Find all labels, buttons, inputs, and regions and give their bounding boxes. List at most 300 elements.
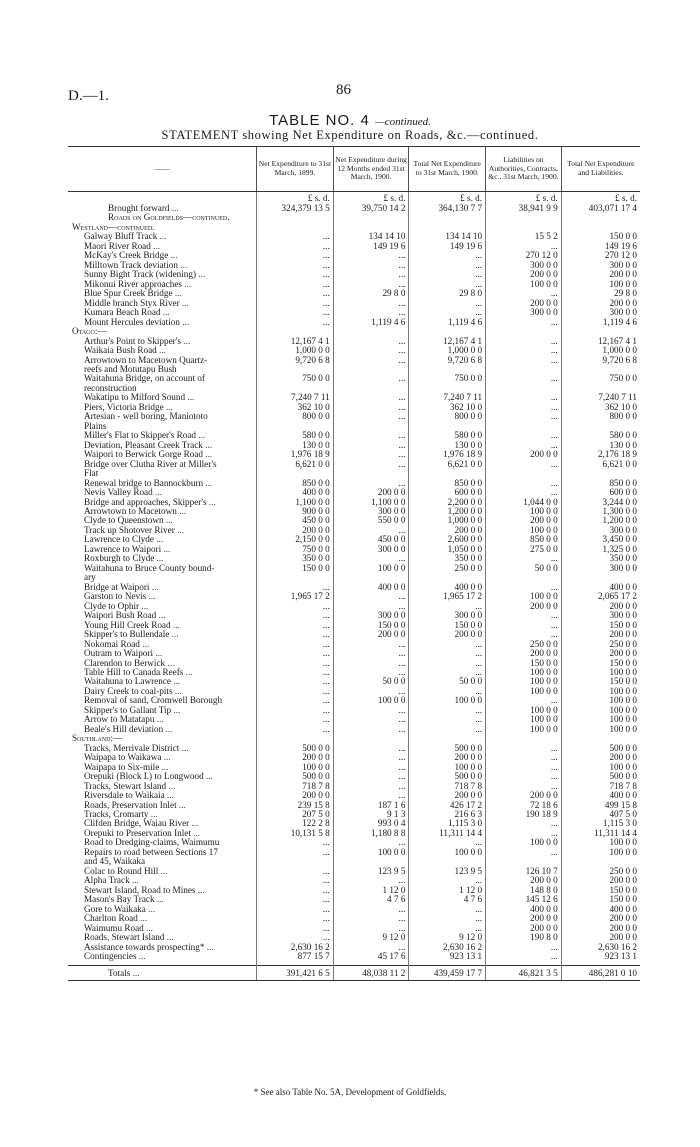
row-label-text: Roads, Stewart Island	[84, 933, 165, 943]
amount-cell: 850 0 0	[561, 479, 640, 488]
row-label-text: Colac to Round Hill	[84, 866, 159, 876]
amount-cell: 923 13 1	[409, 952, 486, 961]
row-label-text: Clarendon to Berwick	[84, 658, 166, 668]
amount-cell: ...	[409, 668, 486, 677]
amount-cell: 718 7 8	[409, 782, 486, 791]
amount-cell: 2,065 17 2	[561, 592, 640, 601]
row-label	[68, 791, 257, 800]
row-label	[68, 242, 257, 251]
amount-cell: 750 0 0	[257, 545, 334, 554]
amount-cell	[409, 573, 486, 582]
amount-cell: 100 0 0	[333, 696, 409, 705]
amount-cell: ...	[333, 706, 409, 715]
amount-cell: ...	[333, 782, 409, 791]
amount-cell: 400 0 0	[409, 583, 486, 592]
row-label	[68, 895, 257, 904]
row-label-text: Waimumu Road	[84, 923, 144, 933]
table-row	[68, 289, 640, 298]
row-label	[68, 677, 257, 686]
table-row	[68, 545, 640, 554]
amount-cell: 150 0 0	[257, 564, 334, 573]
amount-cell: ...	[333, 346, 409, 355]
amount-cell: 100 0 0	[486, 838, 562, 847]
unit-cell: £ s. d.	[257, 192, 334, 205]
row-label	[68, 725, 257, 734]
amount-cell	[486, 573, 562, 582]
amount-cell: ...	[257, 318, 334, 327]
leader-dots: ...	[155, 488, 162, 498]
row-label	[68, 583, 257, 592]
row-label	[68, 384, 257, 393]
row-label	[68, 498, 257, 507]
amount-cell: 200 0 0	[561, 876, 640, 885]
amount-cell: ...	[486, 772, 562, 781]
amount-cell: 6,621 0 0	[409, 460, 486, 469]
amount-cell: ...	[486, 952, 562, 961]
amount-cell: ...	[333, 725, 409, 734]
row-label-text: Roads on Goldfields—continued.	[108, 213, 230, 223]
amount-cell: 11,311 14 4	[409, 829, 486, 838]
amount-cell: ...	[409, 905, 486, 914]
amount-cell: ...	[409, 640, 486, 649]
leader-dots: ...	[156, 535, 164, 545]
amount-cell: 207 5 0	[257, 810, 334, 819]
leader-dots: ...	[141, 601, 149, 611]
leader-dots: ...	[182, 317, 190, 327]
table-row	[68, 952, 640, 961]
amount-cell	[257, 213, 334, 222]
amount-cell: ...	[257, 933, 334, 942]
amount-cell: 250 0 0	[409, 564, 486, 573]
amount-cell: 239 15 8	[257, 801, 334, 810]
amount-cell: 4 7 6	[333, 895, 409, 904]
row-label-text: Roads, Preservation Inlet	[84, 800, 177, 810]
amount-cell: 100 0 0	[561, 668, 640, 677]
amount-cell: 1,300 0 0	[561, 507, 640, 516]
leader-dots: ...	[156, 715, 164, 725]
amount-cell: ...	[333, 356, 409, 365]
row-label-text: McKay's Creek Bridge	[84, 251, 169, 261]
amount-cell: ...	[333, 479, 409, 488]
amount-cell: 10,131 5 8	[257, 829, 334, 838]
leader-dots: ...	[167, 658, 175, 668]
amount-cell: 50 0 0	[486, 564, 562, 573]
amount-cell: ...	[486, 611, 562, 620]
amount-cell: ...	[333, 687, 409, 696]
amount-cell: ...	[257, 677, 334, 686]
amount-cell	[486, 223, 562, 232]
amount-cell: ...	[409, 299, 486, 308]
row-label	[68, 649, 257, 658]
amount-cell: ...	[333, 772, 409, 781]
table-row	[68, 554, 640, 563]
amount-cell	[257, 734, 334, 743]
amount-cell	[333, 422, 409, 431]
amount-cell	[561, 422, 640, 431]
amount-cell: 2,630 16 2	[561, 943, 640, 952]
row-label-text: Outram to Waipori	[84, 649, 154, 659]
amount-cell: 300 0 0	[333, 545, 409, 554]
amount-cell: 403,071 17 4	[561, 204, 640, 213]
amount-cell: 450 0 0	[257, 516, 334, 525]
amount-cell: 50 0 0	[409, 677, 486, 686]
footnote: * See also Table No. 5A, Development of Goldfields.	[253, 1087, 447, 1097]
amount-cell: 200 0 0	[486, 914, 562, 923]
leader-dots: ...	[183, 336, 191, 346]
table-row	[68, 801, 640, 810]
table-row	[68, 223, 640, 232]
table-row	[68, 829, 640, 838]
amount-cell: 300 0 0	[409, 611, 486, 620]
amount-cell: ...	[486, 393, 562, 402]
amount-cell: ...	[409, 715, 486, 724]
amount-cell: 100 0 0	[257, 763, 334, 772]
row-label	[68, 611, 257, 620]
table-row	[68, 725, 640, 734]
amount-cell: 800 0 0	[409, 412, 486, 421]
amount-cell: ...	[486, 460, 562, 469]
row-label	[68, 431, 257, 440]
amount-cell: 100 0 0	[486, 507, 562, 516]
amount-cell	[409, 223, 486, 232]
row-label	[68, 299, 257, 308]
amount-cell	[257, 573, 334, 582]
amount-cell: 300 0 0	[486, 261, 562, 270]
row-label-text: Mason's Bay Track	[84, 895, 155, 905]
amount-cell: 9,720 6 8	[257, 356, 334, 365]
table-body	[68, 192, 640, 981]
table-row	[68, 630, 640, 639]
leader-dots: ...	[198, 431, 206, 441]
leader-dots: ...	[165, 402, 173, 412]
table-row	[68, 677, 640, 686]
row-label	[68, 280, 257, 289]
amount-cell: ...	[409, 280, 486, 289]
amount-cell: 1,965 17 2	[409, 592, 486, 601]
table-row	[68, 857, 640, 866]
leader-dots: ...	[185, 667, 193, 677]
amount-cell	[333, 734, 409, 743]
amount-cell: ...	[486, 337, 562, 346]
amount-cell: 400 0 0	[561, 791, 640, 800]
amount-cell: ...	[257, 905, 334, 914]
amount-cell: ...	[333, 659, 409, 668]
amount-cell: ...	[409, 924, 486, 933]
amount-cell: ...	[333, 308, 409, 317]
row-label	[68, 318, 257, 327]
amount-cell: 9 12 0	[409, 933, 486, 942]
row-label	[68, 223, 257, 232]
row-label-text: Gore to Waikaka	[84, 904, 146, 914]
amount-cell: ...	[333, 460, 409, 469]
col-header-12-months: Net Expenditure during 12 Months ended 31st March, 1900.	[333, 147, 409, 192]
amount-cell	[561, 857, 640, 866]
amount-cell: ...	[257, 848, 334, 857]
row-label-text: Roxburgh to Clyde	[84, 554, 155, 564]
amount-cell: 149 19 6	[561, 242, 640, 251]
leader-dots: ...	[132, 967, 140, 978]
row-label	[68, 696, 257, 705]
table-row	[68, 232, 640, 241]
amount-cell	[257, 857, 334, 866]
amount-cell: 15 5 2	[486, 232, 562, 241]
amount-cell: 300 0 0	[561, 611, 640, 620]
amount-cell: 275 0 0	[486, 545, 562, 554]
amount-cell: ...	[333, 403, 409, 412]
amount-cell: ...	[257, 895, 334, 904]
amount-cell: 1,000 0 0	[409, 516, 486, 525]
amount-cell: ...	[257, 886, 334, 895]
leader-dots: ...	[148, 904, 156, 914]
amount-cell: 300 0 0	[333, 507, 409, 516]
amount-cell: 1,050 0 0	[409, 545, 486, 554]
amount-cell: 850 0 0	[257, 479, 334, 488]
table-row	[68, 602, 640, 611]
amount-cell: 1,976 18 9	[409, 450, 486, 459]
amount-cell	[486, 213, 562, 222]
row-label-text: Stewart Island, Road to Mines	[84, 885, 196, 895]
row-label-text: Young Hill Creek Road	[84, 620, 171, 630]
amount-cell: 134 14 10	[409, 232, 486, 241]
amount-cell: ...	[333, 838, 409, 847]
row-label	[68, 706, 257, 715]
table-row	[68, 507, 640, 516]
expenditure-table	[68, 146, 640, 981]
amount-cell: ...	[257, 261, 334, 270]
amount-cell: ...	[257, 602, 334, 611]
row-label-text: Deviation, Pleasant Creek Track	[84, 440, 203, 450]
amount-cell: ...	[486, 441, 562, 450]
amount-cell: 200 0 0	[486, 270, 562, 279]
amount-cell	[333, 365, 409, 374]
table-row	[68, 649, 640, 658]
amount-cell	[257, 384, 334, 393]
amount-cell: ...	[333, 441, 409, 450]
amount-cell: 750 0 0	[257, 374, 334, 383]
row-label-text: Waipori Bush Road	[84, 611, 157, 621]
table-row	[68, 498, 640, 507]
amount-cell: 150 0 0	[409, 621, 486, 630]
amount-cell: 7,240 7 11	[561, 393, 640, 402]
leader-dots: ...	[138, 952, 146, 962]
amount-cell: 800 0 0	[561, 412, 640, 421]
row-label-text: Clyde to Queenstown	[84, 516, 164, 526]
row-label	[68, 848, 257, 857]
table-row	[68, 346, 640, 355]
amount-cell: 123 9 5	[409, 867, 486, 876]
amount-cell	[409, 734, 486, 743]
table-row	[68, 441, 640, 450]
row-label	[68, 715, 257, 724]
leader-dots: ...	[191, 819, 199, 829]
amount-cell: ...	[333, 251, 409, 260]
amount-cell: 100 0 0	[409, 696, 486, 705]
amount-cell: 1,044 0 0	[486, 498, 562, 507]
amount-cell: ...	[409, 261, 486, 270]
col-header-1899: Net Expenditure to 31st March, 1899.	[257, 147, 334, 192]
amount-cell: 100 0 0	[486, 725, 562, 734]
amount-cell: ...	[333, 744, 409, 753]
amount-cell: 270 12 0	[561, 251, 640, 260]
leader-dots: ...	[198, 270, 206, 280]
row-label-text: Otago:—	[72, 327, 107, 337]
row-label-text: Clyde to Ophir	[84, 601, 140, 611]
row-label-text: Clifden Bridge, Waiau River	[84, 819, 190, 829]
amount-cell: 200 0 0	[409, 791, 486, 800]
amount-cell: 350 0 0	[257, 554, 334, 563]
total-amount-cell: 486,281 0 10	[561, 965, 640, 980]
document-reference: D.—1.	[68, 88, 109, 104]
row-label	[68, 232, 257, 241]
row-label-text: Removal of sand, Cromwell Borough	[84, 696, 223, 706]
leader-dots: ...	[177, 525, 184, 535]
row-label-text: Wakatipu to Milford Sound	[84, 393, 186, 403]
amount-cell: ...	[486, 819, 562, 828]
amount-cell: ...	[333, 715, 409, 724]
row-label-text: Brought forward	[108, 204, 170, 213]
amount-cell: 9,720 6 8	[561, 356, 640, 365]
amount-cell: ...	[486, 479, 562, 488]
amount-cell: ...	[486, 583, 562, 592]
amount-cell: 1,115 3 0	[409, 819, 486, 828]
amount-cell	[561, 734, 640, 743]
row-label	[68, 403, 257, 412]
leader-dots: ...	[173, 705, 181, 715]
row-label	[68, 479, 257, 488]
leader-dots: ...	[158, 611, 166, 621]
amount-cell: 400 0 0	[561, 905, 640, 914]
amount-cell	[333, 213, 409, 222]
row-label	[68, 914, 257, 923]
row-label-text: Artesian - well boring, Maniototo	[84, 412, 208, 422]
row-label-text: Tracks, Stewart Island	[84, 781, 167, 791]
row-label	[68, 668, 257, 677]
row-label-text: Waipori to Berwick Gorge Road	[84, 450, 204, 460]
row-label-text: Milltown Track deviation	[84, 260, 178, 270]
table-row	[68, 791, 640, 800]
row-label	[68, 829, 257, 838]
amount-cell: ...	[333, 261, 409, 270]
row-label-text: Mount Hercules deviation	[84, 317, 180, 327]
row-label-text: Orepuki to Preservation Inlet	[84, 828, 191, 838]
row-label-text: Arrowtown to Macetown Quartz-	[84, 355, 208, 365]
amount-cell: 250 0 0	[561, 867, 640, 876]
leader-dots: ...	[140, 914, 148, 924]
leader-dots: ...	[172, 620, 180, 630]
amount-cell: 100 0 0	[561, 725, 640, 734]
page-number: 86	[336, 82, 351, 98]
table-row	[68, 526, 640, 535]
row-label	[68, 327, 257, 336]
amount-cell: 3,450 0 0	[561, 535, 640, 544]
row-label	[68, 564, 257, 573]
row-label	[68, 734, 257, 743]
amount-cell: ...	[486, 943, 562, 952]
amount-cell: 993 0 4	[333, 819, 409, 828]
amount-cell: 1 12 0	[333, 886, 409, 895]
amount-cell: ...	[333, 374, 409, 383]
table-row	[68, 706, 640, 715]
amount-cell: 100 0 0	[333, 564, 409, 573]
row-label-text: Lawrence to Waipori	[84, 544, 162, 554]
amount-cell: 500 0 0	[561, 772, 640, 781]
amount-cell: ...	[333, 450, 409, 459]
amount-cell: 100 0 0	[486, 687, 562, 696]
amount-cell: ...	[257, 242, 334, 251]
table-row	[68, 327, 640, 336]
col-header-liabilities: Liabilities on Authorities, Contracts, &c., 31st March, 1900.	[486, 147, 562, 192]
totals-row	[68, 965, 640, 980]
table-row	[68, 384, 640, 393]
amount-cell: 200 0 0	[486, 876, 562, 885]
amount-cell: 200 0 0	[561, 602, 640, 611]
table-row	[68, 318, 640, 327]
amount-cell: 7,240 7 11	[257, 393, 334, 402]
row-label	[68, 270, 257, 279]
unit-cell	[68, 192, 257, 205]
amount-cell: ...	[257, 270, 334, 279]
amount-cell: ...	[333, 554, 409, 563]
amount-cell: 1,119 4 6	[409, 318, 486, 327]
table-row	[68, 640, 640, 649]
amount-cell: 1 12 0	[409, 886, 486, 895]
total-amount-cell: 46,821 3 5	[486, 965, 562, 980]
leader-dots: ...	[163, 544, 171, 554]
row-label	[68, 545, 257, 554]
amount-cell	[257, 365, 334, 374]
amount-cell: 200 0 0	[486, 649, 562, 658]
row-label	[68, 460, 257, 469]
row-label-text: Bridge and approaches, Skipper's	[84, 497, 207, 507]
amount-cell: ...	[486, 744, 562, 753]
amount-cell: 12,167 4 1	[409, 337, 486, 346]
row-label-text: Waitahuna to Lawrence	[84, 677, 172, 687]
row-label-text: Arrow to Matatapu	[84, 715, 155, 725]
amount-cell: 150 0 0	[486, 659, 562, 668]
row-label-text: Road to Dredging-claims, Waimumu	[84, 838, 220, 848]
leader-dots: ...	[151, 582, 159, 592]
row-label-text: Waitahuna to Bruce County bound-	[84, 563, 215, 573]
row-label-text: reefs and Motutapu Bush	[84, 364, 177, 374]
amount-cell: ...	[257, 924, 334, 933]
row-label-text: Miller's Flat to Skipper's Road	[84, 431, 197, 441]
amount-cell: 362 10 0	[561, 403, 640, 412]
leader-dots: ...	[150, 810, 158, 819]
row-label	[68, 621, 257, 630]
amount-cell	[409, 365, 486, 374]
row-label	[68, 308, 257, 317]
amount-cell	[561, 384, 640, 393]
amount-cell: 200 0 0	[486, 602, 562, 611]
amount-cell: 1,119 4 6	[333, 318, 409, 327]
row-label-text: Alpha Track	[84, 876, 130, 886]
amount-cell: 300 0 0	[561, 261, 640, 270]
table-row	[68, 488, 640, 497]
amount-cell: 150 0 0	[561, 895, 640, 904]
table-row	[68, 422, 640, 431]
total-amount-cell: 48,038 11 2	[333, 965, 409, 980]
amount-cell	[409, 422, 486, 431]
amount-cell: 12,167 4 1	[561, 337, 640, 346]
amount-cell: 6,621 0 0	[257, 460, 334, 469]
amount-cell: ...	[333, 412, 409, 421]
amount-cell: 750 0 0	[561, 374, 640, 383]
amount-cell: 150 0 0	[561, 677, 640, 686]
amount-cell: 190 8 0	[486, 933, 562, 942]
amount-cell: ...	[409, 659, 486, 668]
table-row	[68, 696, 640, 705]
table-row	[68, 573, 640, 582]
